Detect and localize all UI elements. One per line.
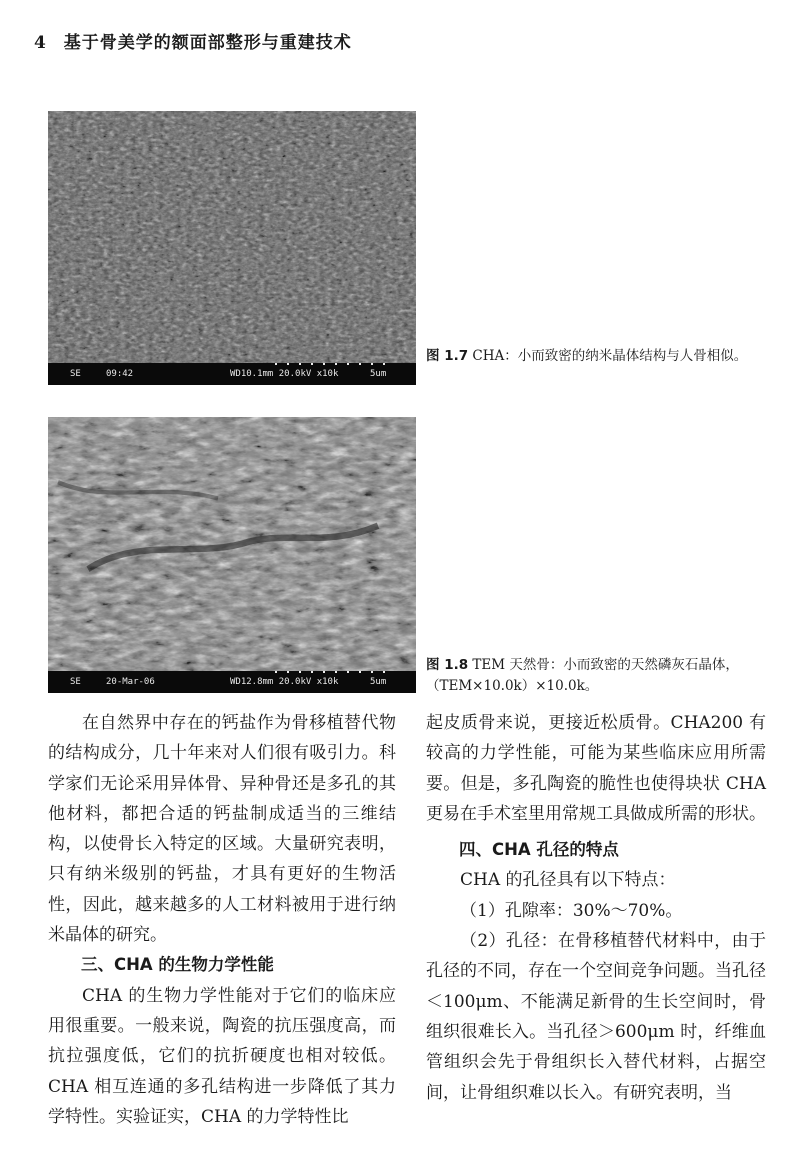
imaging-parameters: WD10.1mm 20.0kV x10k [230, 369, 339, 379]
sem-image-natural-bone [48, 417, 416, 693]
section-heading: 三、CHA 的生物力学性能 [81, 955, 274, 975]
figure-label: 图 1.7 [426, 348, 469, 364]
right-text-column [426, 708, 766, 1108]
figure-caption-text: TEM 天然骨：小而致密的天然磷灰石晶体，（TEM×10.0k）×10.0k。 [426, 657, 739, 694]
capture-date: 20-Mar-06 [106, 677, 155, 687]
sem-micrograph-2 [48, 417, 416, 693]
list-item: （2）孔径：在骨移植替代材料中，由于孔径的不同，存在一个空间竞争问题。当孔径＜100μm、不能满足新骨的生长空间时，骨组织很难长入。当孔径＞600μm 时，纤维血管组织会先于骨组织长入替代材料，占据空间，让骨组织难以长入。有研究表明，当 [426, 931, 766, 1103]
scale-bar-label: 5um [370, 677, 387, 687]
figure-caption-1-7 [426, 346, 766, 367]
page-number: 4 [34, 33, 47, 53]
sem-info-bar [48, 363, 416, 385]
list-item: （1）孔隙率：30%～70%。 [460, 900, 683, 921]
figure-caption-1-8 [426, 655, 766, 697]
figure-caption-text: CHA：小而致密的纳米晶体结构与人骨相似。 [472, 348, 748, 364]
capture-time: 09:42 [106, 369, 134, 379]
scale-dots [270, 670, 390, 674]
sem-micrograph-1 [48, 111, 416, 385]
figure-label: 图 1.8 [426, 657, 469, 673]
paragraph: 起皮质骨来说，更接近松质骨。CHA200 有较高的力学性能，可能为某些临床应用所需要。但是，多孔陶瓷的脆性也使得块状 CHA 更易在手术室里用常规工具做成所需的形状。 [426, 713, 766, 824]
paragraph: CHA 的孔径具有以下特点： [460, 870, 676, 891]
detector-mode: SE [70, 369, 81, 379]
detector-mode: SE [70, 677, 81, 687]
section-heading: 四、CHA 孔径的特点 [459, 840, 619, 860]
scale-bar-label: 5um [370, 369, 387, 379]
running-header [34, 28, 352, 53]
scale-dots [270, 362, 390, 366]
imaging-parameters: WD12.8mm 20.0kV x10k [230, 677, 339, 687]
sem-image-cha [48, 111, 416, 385]
paragraph: 在自然界中存在的钙盐作为骨移植替代物的结构成分，几十年来对人们很有吸引力。科学家们无论采用异体骨、异种骨还是多孔的其他材料，都把合适的钙盐制成适当的三维结构，以使骨长入特定的区域。大量研究表明，只有纳米级别的钙盐，才具有更好的生物活性，因此，越来越多的人工材料被用于进行纳米晶体的研究。 [48, 713, 396, 946]
left-text-column [48, 708, 396, 1132]
sem-info-bar [48, 671, 416, 693]
paragraph: CHA 的生物力学性能对于它们的临床应用很重要。一般来说，陶瓷的抗压强度高，而抗拉强度低，它们的抗折硬度也相对较低。CHA 相互连通的多孔结构进一步降低了其力学特性。实验证实，CHA 的力学特性比 [48, 985, 396, 1127]
book-title: 基于骨美学的额面部整形与重建技术 [63, 33, 352, 53]
